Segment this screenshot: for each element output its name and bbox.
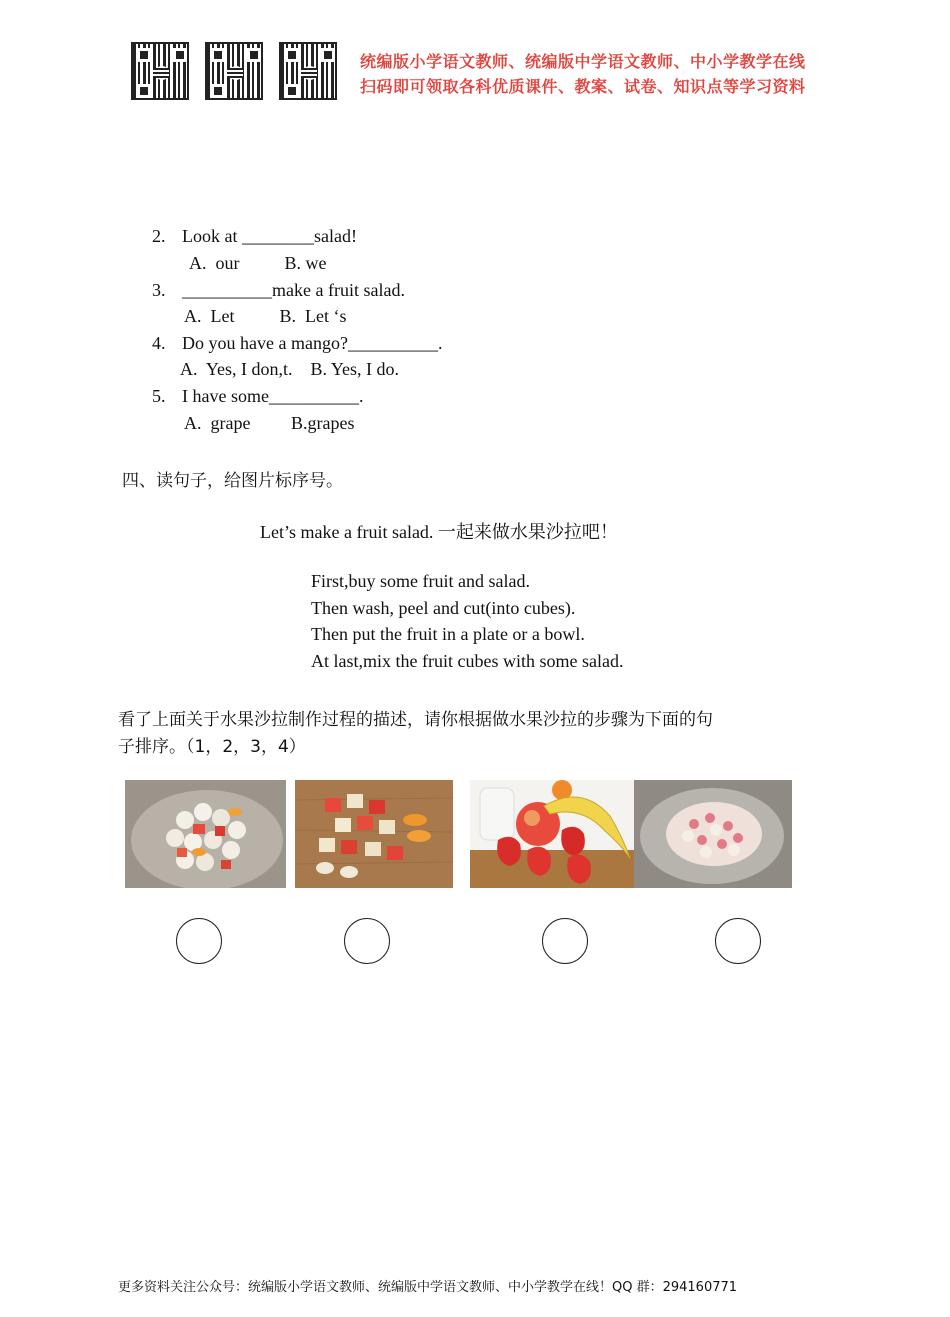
answer-circle[interactable] bbox=[176, 918, 222, 964]
answer-circle[interactable] bbox=[542, 918, 588, 964]
question-stem: __________make a fruit salad. bbox=[182, 280, 405, 300]
qr-code-icon bbox=[131, 42, 189, 100]
question-5-options: A. grape B.grapes bbox=[184, 413, 355, 433]
section-4-intro: Let’s make a fruit salad. 一起来做水果沙拉吧！ bbox=[260, 522, 618, 542]
question-3 bbox=[152, 280, 405, 301]
cut-fruit-photo bbox=[295, 780, 453, 888]
question-number: 4. bbox=[152, 333, 166, 353]
question-5 bbox=[152, 386, 363, 407]
question-number: 5. bbox=[152, 386, 166, 406]
banner-line-2: 扫码即可领取各科优质课件、教案、试卷、知识点等学习资料 bbox=[360, 77, 806, 96]
whole-fruit-photo bbox=[470, 780, 634, 888]
question-2 bbox=[152, 226, 357, 247]
step-line: At last,mix the fruit cubes with some salad. bbox=[311, 651, 624, 671]
question-2-options: A. our B. we bbox=[189, 253, 327, 273]
fruit-in-bowl-photo bbox=[125, 780, 286, 888]
qr-code-icon bbox=[205, 42, 263, 100]
question-number: 2. bbox=[152, 226, 166, 246]
question-stem: Look at ________salad! bbox=[182, 226, 357, 246]
question-number: 3. bbox=[152, 280, 166, 300]
question-4 bbox=[152, 333, 442, 354]
mixed-salad-photo bbox=[634, 780, 792, 888]
step-line: Then wash, peel and cut(into cubes). bbox=[311, 598, 576, 618]
qr-code-icon bbox=[279, 42, 337, 100]
step-line: Then put the fruit in a plate or a bowl. bbox=[311, 624, 585, 644]
section-4-title: 四、读句子，给图片标序号。 bbox=[122, 471, 343, 491]
instruction-line-1: 看了上面关于水果沙拉制作过程的描述，请你根据做水果沙拉的步骤为下面的句 bbox=[118, 710, 713, 730]
question-4-options: A. Yes, I don,t. B. Yes, I do. bbox=[180, 359, 400, 379]
answer-circle[interactable] bbox=[715, 918, 761, 964]
footer-text: 更多资料关注公众号：统编版小学语文教师、统编版中学语文教师、中小学教学在线！QQ 群：294160771 bbox=[118, 1280, 738, 1295]
answer-circle[interactable] bbox=[344, 918, 390, 964]
question-stem: I have some__________. bbox=[182, 386, 364, 406]
banner-line-1: 统编版小学语文教师、统编版中学语文教师、中小学教学在线 bbox=[360, 52, 806, 71]
question-stem: Do you have a mango?__________. bbox=[182, 333, 443, 353]
question-3-options: A. Let B. Let ‘s bbox=[184, 306, 347, 326]
instruction-line-2: 子排序。（1，2，3，4） bbox=[118, 737, 306, 757]
step-line: First,buy some fruit and salad. bbox=[311, 571, 530, 591]
